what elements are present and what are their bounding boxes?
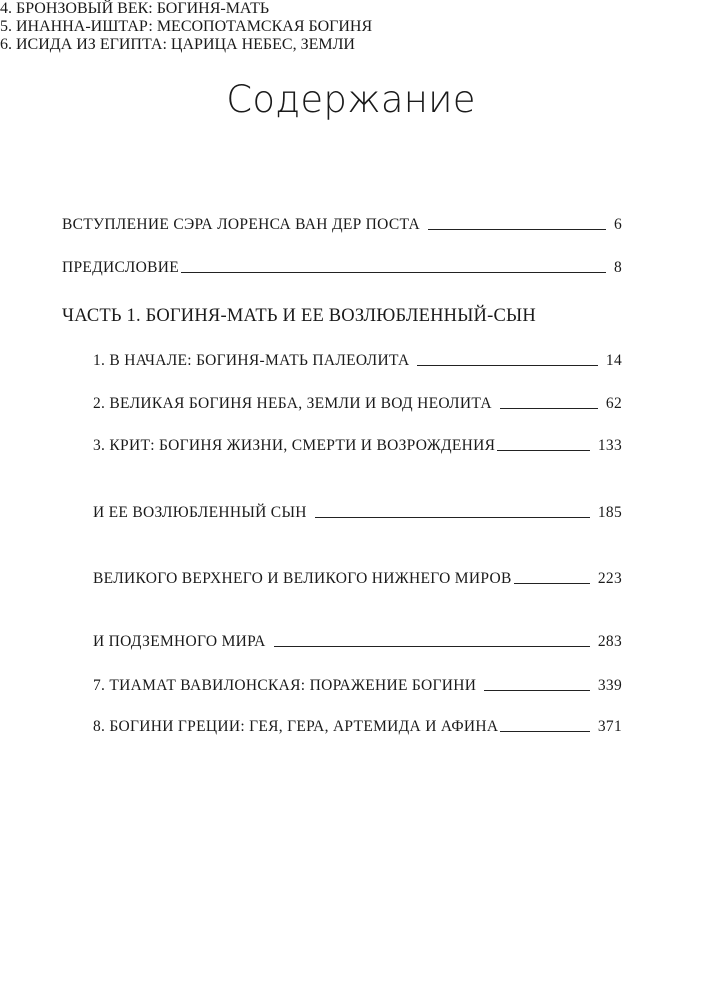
toc-entry-chapter-8[interactable] <box>93 718 622 736</box>
toc-entry-chapter-5-line1: 5. ИНАННА-ИШТАР: МЕСОПОТАМСКАЯ БОГИНЯ <box>0 18 373 35</box>
toc-entry-label: ВЕЛИКОГО ВЕРХНЕГО И ВЕЛИКОГО НИЖНЕГО МИРОВ <box>93 570 512 587</box>
toc-entry-chapter-3[interactable] <box>93 437 622 455</box>
toc-page-number: 283 <box>597 633 622 650</box>
toc-page-number: 6 <box>613 216 622 233</box>
toc-page-number: 185 <box>597 504 622 521</box>
toc-page-number: 62 <box>605 395 622 412</box>
toc-page-number: 339 <box>597 677 622 694</box>
toc-page-number: 133 <box>597 437 622 454</box>
toc-entry-chapter-5[interactable] <box>93 570 622 588</box>
toc-entry-foreword-van-der-post[interactable] <box>62 216 622 234</box>
toc-page-number: 371 <box>597 718 622 735</box>
toc-entry-label: 2. ВЕЛИКАЯ БОГИНЯ НЕБА, ЗЕМЛИ И ВОД НЕОЛИТА <box>93 395 492 412</box>
toc-entry-label: И ЕЕ ВОЗЛЮБЛЕННЫЙ СЫН <box>93 504 307 521</box>
toc-entry-label: 7. ТИАМАТ ВАВИЛОНСКАЯ: ПОРАЖЕНИЕ БОГИНИ <box>93 677 477 694</box>
toc-entry-label: 3. КРИТ: БОГИНЯ ЖИЗНИ, СМЕРТИ И ВОЗРОЖДЕНИЯ <box>93 437 496 454</box>
toc-entry-chapter-4-line1: 4. БРОНЗОВЫЙ ВЕК: БОГИНЯ-МАТЬ <box>0 0 270 17</box>
toc-entry-chapter-6[interactable] <box>93 633 622 651</box>
toc-entry-label: 1. В НАЧАЛЕ: БОГИНЯ-МАТЬ ПАЛЕОЛИТА <box>93 352 410 369</box>
toc-entry-label: 8. БОГИНИ ГРЕЦИИ: ГЕЯ, ГЕРА, АРТЕМИДА И АФИНА <box>93 718 499 735</box>
toc-entry-label: ВСТУПЛЕНИЕ СЭРА ЛОРЕНСА ВАН ДЕР ПОСТА <box>62 216 420 233</box>
toc-leader-line <box>417 365 597 366</box>
toc-entry-label: ПРЕДИСЛОВИЕ <box>62 259 180 276</box>
toc-entry-chapter-1[interactable] <box>93 352 622 370</box>
toc-page-number: 14 <box>605 352 622 369</box>
toc-leader-line <box>315 517 590 518</box>
toc-leader-line <box>500 731 589 732</box>
toc-page-number: 223 <box>597 570 622 587</box>
toc-entry-chapter-7[interactable] <box>93 677 622 695</box>
toc-entry-chapter-4[interactable] <box>93 504 622 522</box>
toc-leader-line <box>514 583 590 584</box>
toc-leader-line <box>181 272 606 273</box>
toc-leader-line <box>274 646 590 647</box>
toc-leader-line <box>428 229 606 230</box>
toc-leader-line <box>497 450 590 451</box>
toc-part-heading: ЧАСТЬ 1. БОГИНЯ-МАТЬ И ЕЕ ВОЗЛЮБЛЕННЫЙ-СЫН <box>62 306 536 326</box>
toc-entry-preface[interactable] <box>62 259 622 277</box>
page-title: Содержание <box>226 78 476 121</box>
toc-entry-label: И ПОДЗЕМНОГО МИРА <box>93 633 266 650</box>
toc-entry-chapter-6-line1: 6. ИСИДА ИЗ ЕГИПТА: ЦАРИЦА НЕБЕС, ЗЕМЛИ <box>0 36 355 53</box>
toc-leader-line <box>500 408 598 409</box>
toc-entry-chapter-2[interactable] <box>93 395 622 413</box>
toc-page-number: 8 <box>613 259 622 276</box>
toc-leader-line <box>484 690 590 691</box>
